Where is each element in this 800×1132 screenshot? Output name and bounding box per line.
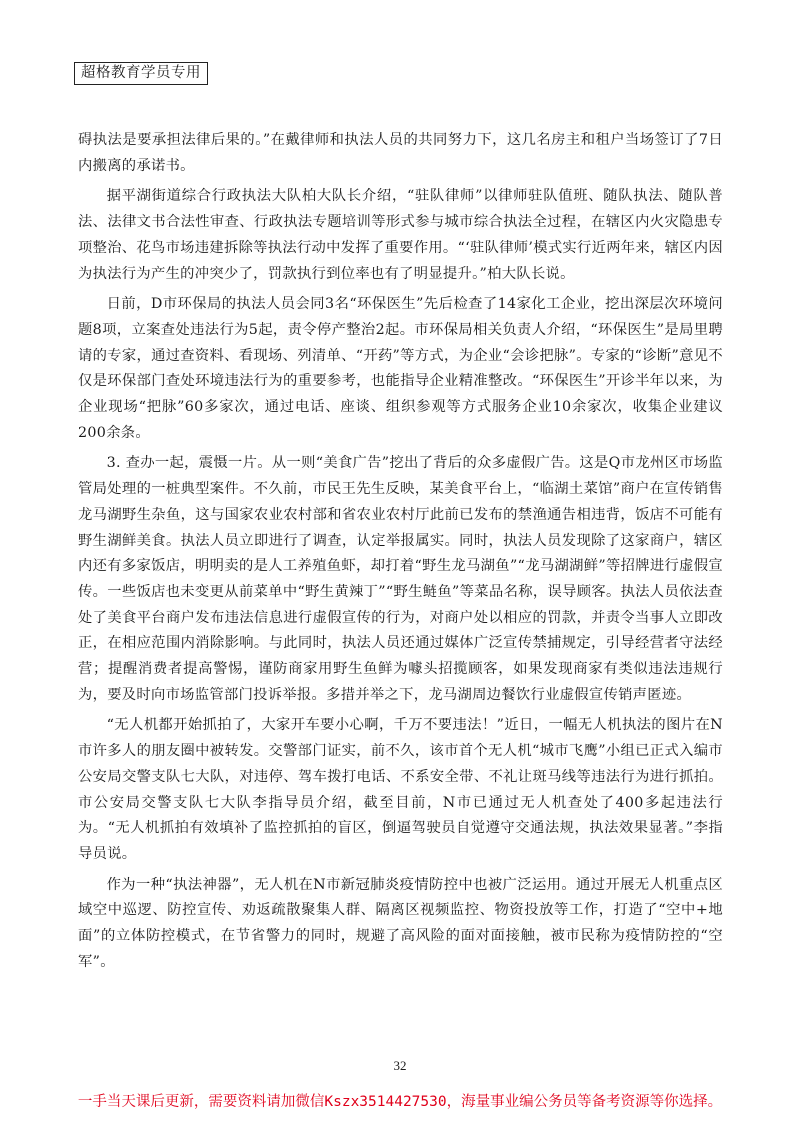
footer-note: 一手当天课后更新，需要资料请加微信Kszx3514427530，海量事业编公务员等备考资源等你选择。	[77, 1094, 723, 1110]
paragraph-6: 作为一种“执法神器”，无人机在N市新冠肺炎疫情防控中也被广泛运用。通过开展无人机重点区域空中巡逻、防控宣传、劝返疏散聚集人群、隔离区视频监控、物资投放等工作，打造了“空中+地面”的立体防控模式，在节省警力的同时，规避了高风险的面对面接触，被市民称为疫情防控的“空军”。	[78, 876, 723, 970]
page-number: 32	[393, 1058, 407, 1073]
header-label: 超格教育学员专用	[74, 62, 208, 85]
paragraph-5: “无人机都开始抓拍了，大家开车要小心啊，千万不要违法！”近日，一幅无人机执法的图片在N市许多人的朋友圈中被转发。交警部门证实，前不久，该市首个无人机“城市飞鹰”小组已正式入编市公安局交警支队七大队，对违停、驾车拨打电话、不系安全带、不礼让斑马线等违法行为进行抓拍。市公安局交警支队七大队李指导员介绍，截至目前，N市已通过无人机查处了400多起违法行为。“无人机抓拍有效填补了监控抓拍的盲区，倒逼驾驶员自觉遵守交通法规，执法效果显著。”李指导员说。	[78, 717, 723, 862]
paragraph-4: 3. 查办一起，震慑一片。从一则“美食广告”挖出了背后的众多虚假广告。这是Q市龙州区市场监管局处理的一桩典型案件。不久前，市民王先生反映，某美食平台上，“临湖土菜馆”商户在宣传销售龙马湖野生杂鱼，这与国家农业农村部和省农业农村厅此前已发布的禁渔通告相违背，饭店不可能有野生湖鲜美食。执法人员立即进行了调查，认定举报属实。同时，执法人员发现除了这家商户，辖区内还有多家饭店，明明卖的是人工养殖鱼虾，却打着“野生龙马湖鱼”“龙马湖湖鲜”等招牌进行虚假宣传。一些饭店也未变更从前菜单中“野生黄辣丁”“野生鲢鱼”等菜品名称，误导顾客。执法人员依法查处了美食平台商户发布违法信息进行虚假宣传的行为，对商户处以相应的罚款，并责令当事人立即改正，在相应范围内消除影响。与此同时，执法人员还通过媒体广泛宣传禁捕规定，引导经营者守法经营；提醒消费者提高警惕，谨防商家用野生鱼鲜为噱头招揽顾客，如果发现商家有类似违法违规行为，要及时向市场监管部门投诉举报。多措并举之下，龙马湖周边餐饮行业虚假宣传销声匿迹。	[78, 455, 723, 703]
paragraph-2: 据平湖街道综合行政执法大队柏大队长介绍，“驻队律师”以律师驻队值班、随队执法、随队普法、法律文书合法性审查、行政执法专题培训等形式参与城市综合执法全过程，在辖区内火灾隐患专项整治、花鸟市场违建拆除等执法行动中发挥了重要作用。“‘驻队律师’模式实行近两年来，辖区内因为执法行为产生的冲突少了，罚款执行到位率也有了明显提升。”柏大队长说。	[78, 188, 723, 282]
paragraph-1: 碍执法是要承担法律后果的。”在戴律师和执法人员的共同努力下，这几名房主和租户当场签订了7日内搬离的承诺书。	[78, 132, 723, 174]
article-body	[78, 128, 723, 981]
paragraph-3: 日前，D市环保局的执法人员会同3名“环保医生”先后检查了14家化工企业，挖出深层次环境问题8项，立案查处违法行为5起，责令停产整治2起。市环保局相关负责人介绍，“环保医生”是局里聘请的专家，通过查资料、看现场、列清单、“开药”等方式，为企业“会诊把脉”。专家的“诊断”意见不仅是环保部门查处环境违法行为的重要参考，也能指导企业精准整改。“环保医生”开诊半年以来，为企业现场“把脉”60多家次，通过电话、座谈、组织参观等方式服务企业10余家次，收集企业建议200余条。	[78, 296, 723, 441]
